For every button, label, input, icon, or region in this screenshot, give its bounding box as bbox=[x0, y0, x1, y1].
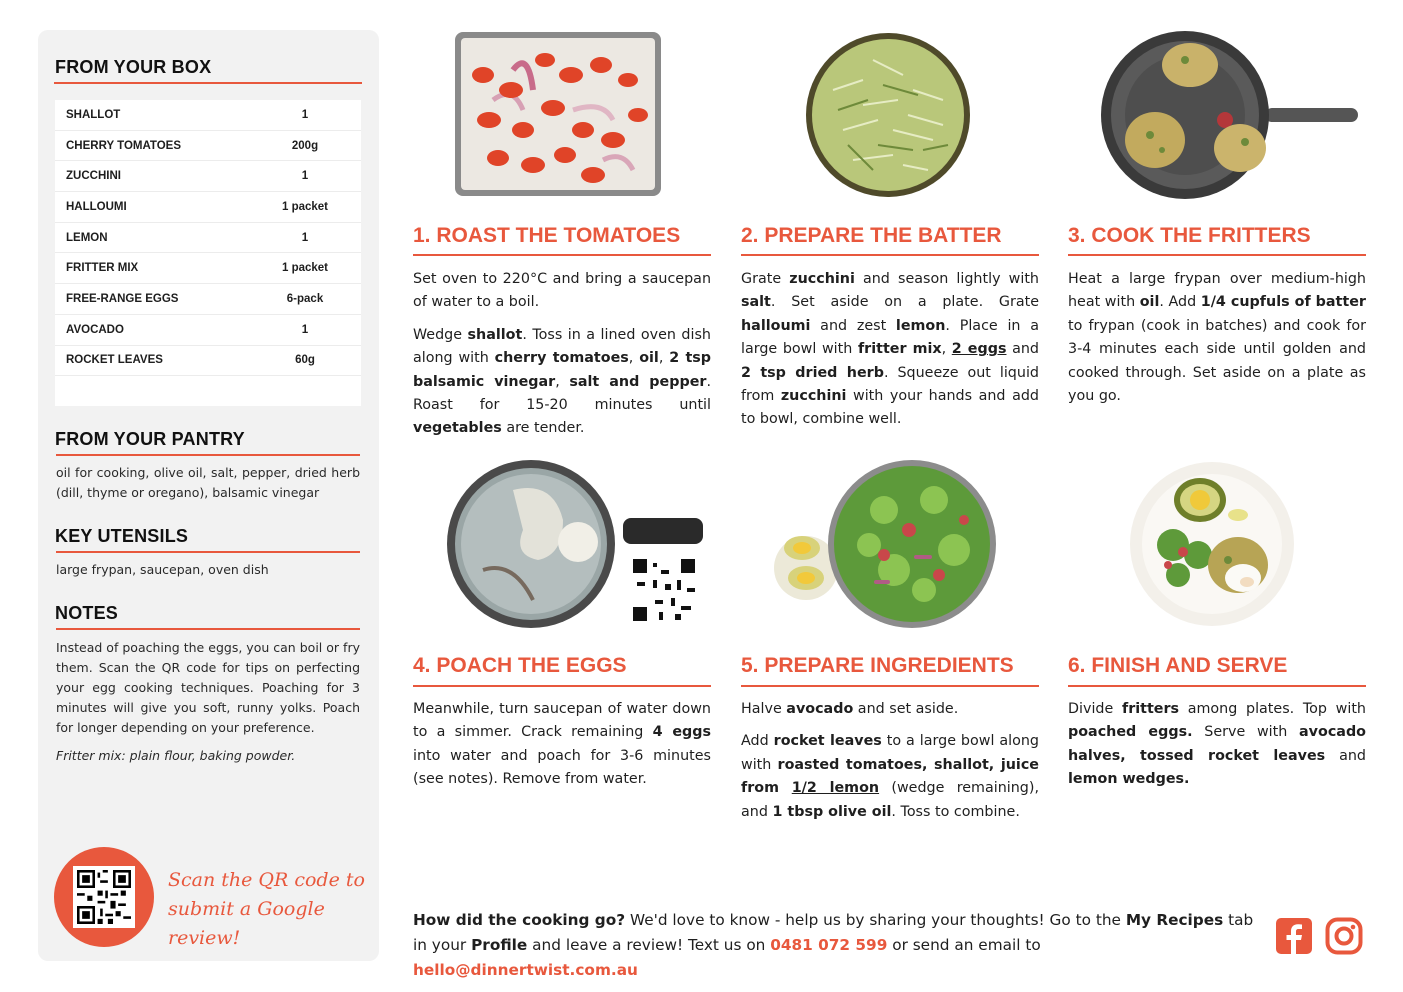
qr-code-icon bbox=[77, 870, 131, 924]
facebook-icon[interactable] bbox=[1275, 917, 1313, 955]
box-title-rule bbox=[54, 82, 362, 84]
email-link[interactable]: hello@dinnertwist.com.au bbox=[413, 961, 638, 979]
step-1-rule bbox=[413, 254, 711, 256]
utensils-text: large frypan, saucepan, oven dish bbox=[56, 562, 269, 577]
pantry-title: FROM YOUR PANTRY bbox=[55, 429, 245, 449]
step-1-para-1: Set oven to 220°C and bring a saucepan of water to a boil. bbox=[413, 271, 711, 311]
qr-caption: Scan the QR code to submit a Google review! bbox=[168, 869, 365, 949]
table-row bbox=[55, 284, 361, 315]
utensils-title: KEY UTENSILS bbox=[55, 526, 189, 546]
step-3-title: 3. COOK THE FRITTERS bbox=[1068, 224, 1311, 247]
step-4-title: 4. POACH THE EGGS bbox=[413, 654, 627, 677]
step-6-rule bbox=[1068, 685, 1366, 687]
ingredient-qty: 1 bbox=[301, 231, 309, 244]
review-qr-code[interactable] bbox=[73, 866, 135, 928]
fritters-pan-image bbox=[1100, 30, 1358, 200]
footer-review-text: How did the cooking go? We'd love to know - help us by sharing your thoughts! Go to the My Recipes tab in your Profile and leave a review! Text us on 0481 072 599 or send an email to hello@dinnertwist.com.au bbox=[413, 911, 1254, 979]
table-row bbox=[55, 346, 361, 377]
profile-label: Profile bbox=[471, 936, 528, 954]
footer-question: How did the cooking go? bbox=[413, 911, 626, 929]
ingredient-name: CHERRY TOMATOES bbox=[66, 139, 182, 152]
step-5-title: 5. PREPARE INGREDIENTS bbox=[741, 654, 1014, 677]
ingredient-name: LEMON bbox=[66, 231, 108, 244]
step-2-para: Grate zucchini and season lightly with salt. Set aside on a plate. Grate halloumi and zest lemon. Place in a large bowl with fritter mix, 2 eggs and 2 tsp dried herb. Squeeze out liquid from zucchini with your hands and add to bowl, combine well. bbox=[741, 271, 1039, 428]
box-ingredients-table bbox=[55, 100, 361, 406]
step-1-body bbox=[413, 268, 711, 450]
step-5-rule bbox=[741, 685, 1039, 687]
ingredient-name: SHALLOT bbox=[66, 108, 121, 121]
step-5-para-1: Halve avocado and set aside. bbox=[741, 701, 959, 717]
step-3-rule bbox=[1068, 254, 1366, 256]
step-6-para: Divide fritters among plates. Top with poached eggs. Serve with avocado halves, tossed rocket leaves and lemon wedges. bbox=[1068, 701, 1366, 788]
grated-zucchini-image bbox=[803, 30, 973, 200]
step-4-rule bbox=[413, 685, 711, 687]
ingredient-name: AVOCADO bbox=[66, 323, 124, 336]
notes-title-rule bbox=[56, 628, 360, 630]
table-row bbox=[55, 161, 361, 192]
step-6-body bbox=[1068, 698, 1366, 801]
table-row bbox=[55, 192, 361, 223]
step-4-body bbox=[413, 698, 711, 801]
pantry-title-rule bbox=[56, 454, 360, 456]
ingredient-name: HALLOUMI bbox=[66, 200, 127, 213]
ingredient-name: ROCKET LEAVES bbox=[66, 354, 163, 367]
table-row bbox=[55, 315, 361, 346]
table-row bbox=[55, 100, 361, 131]
table-row bbox=[55, 131, 361, 162]
step-3-para: Heat a large frypan over medium-high heat with oil. Add 1/4 cupfuls of batter to frypan (cook in batches) and cook for 3-4 minutes each side until golden and cooked through. Set aside on a plate as you go. bbox=[1068, 271, 1366, 405]
utensils-title-rule bbox=[56, 551, 360, 553]
phone-link[interactable]: 0481 072 599 bbox=[770, 936, 888, 954]
ingredient-name: FRITTER MIX bbox=[66, 262, 139, 275]
ingredient-qty: 6-pack bbox=[286, 292, 324, 305]
ingredient-qty: 1 packet bbox=[281, 200, 329, 213]
ingredient-name: ZUCCHINI bbox=[66, 170, 121, 183]
ingredient-qty: 1 bbox=[301, 323, 309, 336]
step-5-para-2: Add rocket leaves to a large bowl along with roasted tomatoes, shallot, juice from 1/2 lemon (wedge remaining), and 1 tbsp olive oil. Toss to combine. bbox=[741, 733, 1039, 820]
step-6-title: 6. FINISH AND SERVE bbox=[1068, 654, 1288, 677]
step-4-para: Meanwhile, turn saucepan of water down to a simmer. Crack remaining 4 eggs into water and poach for 3-6 minutes (see notes). Remove from water. bbox=[413, 701, 711, 788]
ingredient-name: FREE-RANGE EGGS bbox=[66, 292, 179, 305]
ingredient-qty: 60g bbox=[295, 354, 315, 367]
my-recipes-label: My Recipes bbox=[1125, 911, 1224, 929]
roasted-tomatoes-image bbox=[453, 30, 663, 198]
served-plate-image bbox=[1128, 460, 1296, 628]
step-2-body bbox=[741, 268, 1039, 441]
step-2-title: 2. PREPARE THE BATTER bbox=[741, 224, 1002, 247]
step-5-body bbox=[741, 698, 1039, 833]
pantry-text: oil for cooking, olive oil, salt, pepper, dried herb (dill, thyme or oregano), balsamic vinegar bbox=[56, 465, 360, 500]
step-2-rule bbox=[741, 254, 1039, 256]
instagram-icon[interactable] bbox=[1325, 917, 1363, 955]
poached-egg-image bbox=[443, 460, 703, 628]
review-qr-badge bbox=[54, 847, 154, 947]
notes-text: Instead of poaching the eggs, you can boil or fry them. Scan the QR code for tips on perfecting your egg cooking techniques. Poaching for 3 minutes will give you soft, runny yolks. Poach for longer depending on your preference. bbox=[56, 640, 360, 735]
notes-title: NOTES bbox=[55, 603, 119, 623]
ingredient-qty: 200g bbox=[291, 139, 319, 152]
ingredient-qty: 1 bbox=[301, 108, 309, 121]
step-1-title: 1. ROAST THE TOMATOES bbox=[413, 224, 681, 247]
ingredient-qty: 1 bbox=[301, 170, 309, 183]
table-row bbox=[55, 223, 361, 254]
notes-italic-text: Fritter mix: plain flour, baking powder. bbox=[56, 748, 296, 763]
table-row bbox=[55, 253, 361, 284]
sidebar bbox=[38, 30, 379, 961]
step-3-body bbox=[1068, 268, 1366, 417]
ingredient-qty: 1 packet bbox=[281, 262, 329, 275]
step-1-para-2: Wedge shallot. Toss in a lined oven dish along with cherry tomatoes, oil, 2 tsp balsamic vinegar, salt and pepper. Roast for 15-20 minutes until vegetables are tender. bbox=[413, 326, 712, 437]
salad-bowl-image bbox=[774, 460, 999, 628]
box-title: FROM YOUR BOX bbox=[55, 57, 212, 77]
